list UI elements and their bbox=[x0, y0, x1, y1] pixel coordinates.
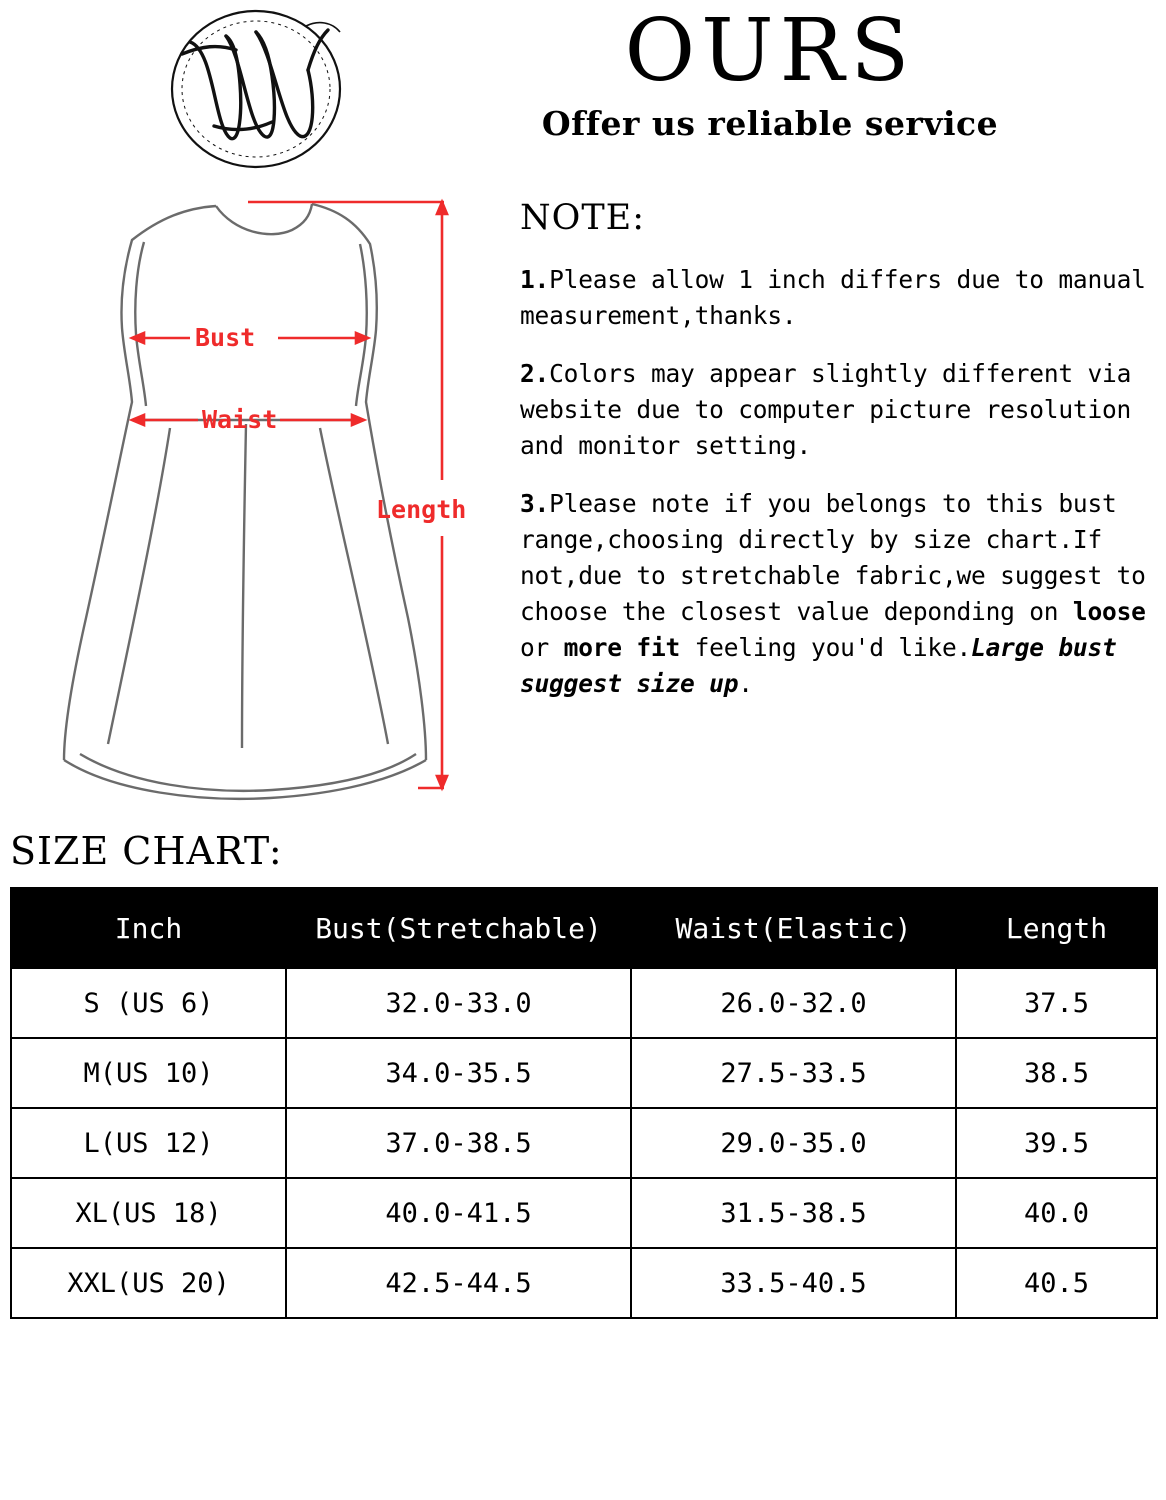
cell-bust: 37.0-38.5 bbox=[286, 1108, 631, 1178]
script-monogram-logo-icon bbox=[156, 6, 356, 172]
table-row bbox=[11, 1038, 1157, 1108]
note-emphasis-more-fit: more fit bbox=[563, 633, 681, 662]
measurement-section bbox=[0, 178, 1166, 823]
cell-size: M(US 10) bbox=[11, 1038, 286, 1108]
table-row bbox=[11, 1248, 1157, 1318]
column-header-bust: Bust(Stretchable) bbox=[286, 888, 631, 968]
note-item bbox=[520, 486, 1152, 702]
table-header-row bbox=[11, 888, 1157, 968]
brand-tagline: Offer us reliable service bbox=[541, 104, 999, 144]
note-item-text: Please note if you belongs to this bust range,choosing directly by size chart.If not,due to stretchable fabric,we suggest to choose the closest value deponding on bbox=[520, 489, 1146, 626]
sleeveless-dress-outline-icon bbox=[20, 188, 500, 818]
cell-length: 40.0 bbox=[956, 1178, 1157, 1248]
cell-waist: 29.0-35.0 bbox=[631, 1108, 956, 1178]
note-emphasis-size-up: Large bust suggest size up bbox=[520, 633, 1117, 698]
size-chart-title: SIZE CHART: bbox=[10, 829, 283, 873]
note-item bbox=[520, 356, 1152, 464]
size-chart-table bbox=[10, 887, 1158, 1319]
length-label: Length bbox=[376, 495, 467, 524]
bust-label: Bust bbox=[195, 323, 256, 352]
note-item-number: 2. bbox=[520, 359, 550, 388]
cell-size: XL(US 18) bbox=[11, 1178, 286, 1248]
brand-name: OURS bbox=[624, 1, 916, 101]
note-item-number: 1. bbox=[520, 265, 550, 294]
note-item-text: Colors may appear slightly different via website due to computer picture resolution and monitor setting. bbox=[520, 359, 1132, 460]
column-header-waist: Waist(Elastic) bbox=[631, 888, 956, 968]
cell-waist: 27.5-33.5 bbox=[631, 1038, 956, 1108]
cell-bust: 42.5-44.5 bbox=[286, 1248, 631, 1318]
note-item-text: or bbox=[520, 633, 564, 662]
waist-label: Waist bbox=[202, 405, 278, 434]
column-header-length: Length bbox=[956, 888, 1157, 968]
note-item-number: 3. bbox=[520, 489, 550, 518]
note-title: NOTE: bbox=[520, 198, 646, 238]
cell-length: 39.5 bbox=[956, 1108, 1157, 1178]
note-block bbox=[520, 198, 1152, 818]
cell-waist: 31.5-38.5 bbox=[631, 1178, 956, 1248]
cell-bust: 32.0-33.0 bbox=[286, 968, 631, 1038]
table-row bbox=[11, 1178, 1157, 1248]
brand-text-block bbox=[420, 0, 1120, 143]
column-header-inch: Inch bbox=[11, 888, 286, 968]
note-emphasis-loose: loose bbox=[1072, 597, 1146, 626]
cell-size: S (US 6) bbox=[11, 968, 286, 1038]
size-chart-section bbox=[0, 829, 1166, 1319]
cell-length: 40.5 bbox=[956, 1248, 1157, 1318]
cell-waist: 33.5-40.5 bbox=[631, 1248, 956, 1318]
cell-size: L(US 12) bbox=[11, 1108, 286, 1178]
table-row bbox=[11, 1108, 1157, 1178]
table-row bbox=[11, 968, 1157, 1038]
cell-length: 38.5 bbox=[956, 1038, 1157, 1108]
brand-header bbox=[0, 0, 1166, 178]
cell-bust: 34.0-35.5 bbox=[286, 1038, 631, 1108]
note-item-text: Please allow 1 inch differs due to manual measurement,thanks. bbox=[520, 265, 1146, 330]
cell-size: XXL(US 20) bbox=[11, 1248, 286, 1318]
note-item bbox=[520, 262, 1152, 334]
note-item-text: feeling you'd like. bbox=[680, 633, 972, 662]
cell-bust: 40.0-41.5 bbox=[286, 1178, 631, 1248]
cell-length: 37.5 bbox=[956, 968, 1157, 1038]
note-item-text: . bbox=[738, 669, 753, 698]
cell-waist: 26.0-32.0 bbox=[631, 968, 956, 1038]
